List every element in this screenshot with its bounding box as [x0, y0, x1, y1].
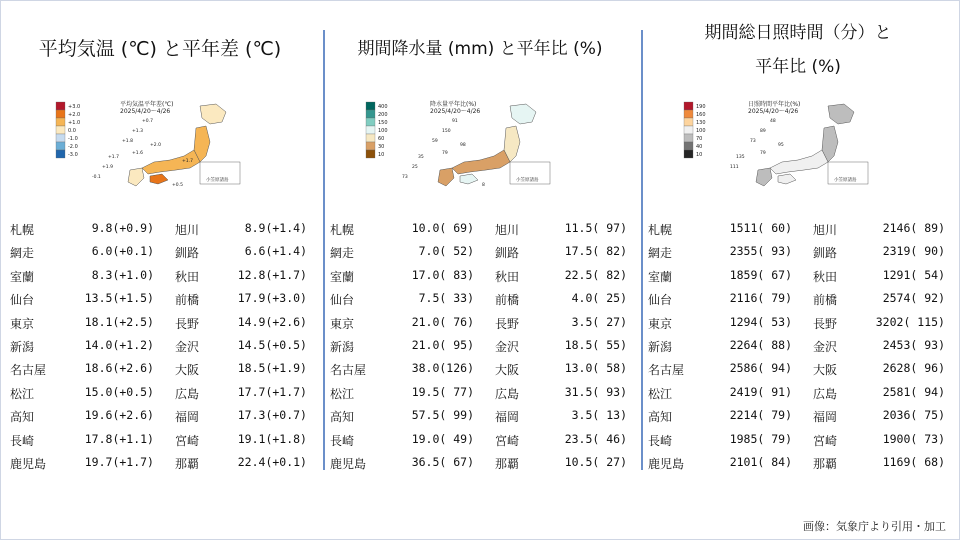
city-name: 新潟 — [10, 339, 35, 354]
city-value: 19.5( 77) — [411, 384, 474, 399]
table-row — [330, 382, 630, 405]
city-name: 前橋 — [175, 293, 200, 308]
legend-label: 10 — [696, 152, 703, 158]
city-name: 松江 — [10, 386, 35, 401]
legend-swatch — [684, 118, 693, 126]
city-value: 57.5( 99) — [411, 408, 474, 423]
legend-label: 150 — [378, 120, 388, 126]
city-value: 11.5( 97) — [564, 221, 627, 235]
city-value: 23.5( 46) — [564, 431, 627, 446]
city-value: 14.0(+1.2) — [84, 337, 154, 352]
table-row — [330, 405, 630, 428]
station-label: 91 — [452, 119, 458, 124]
sunshine-title — [648, 16, 948, 84]
city-value: 2214( 79) — [729, 408, 792, 423]
table-row — [10, 241, 310, 264]
map-region — [200, 104, 226, 124]
legend-swatch — [684, 126, 693, 134]
city-value: 21.0( 95) — [411, 337, 474, 352]
city-name: 旭川 — [175, 223, 200, 237]
map-region — [438, 168, 454, 186]
city-name: 新潟 — [648, 339, 673, 354]
city-value: 19.1(+1.8) — [237, 431, 307, 446]
city-name: 鹿児島 — [10, 456, 47, 471]
table-row — [648, 452, 948, 475]
precipitation-title: 期間降水量 (mm) と平年比 (%) — [357, 39, 603, 59]
table-row — [10, 265, 310, 288]
city-value: 17.3(+0.7) — [237, 408, 307, 423]
legend-label: +3.0 — [68, 104, 81, 110]
map-period: 2025/4/20〜4/26 — [120, 108, 171, 115]
station-label: +1.8 — [122, 139, 133, 144]
map-region — [756, 168, 772, 186]
city-value: 6.6(+1.4) — [244, 244, 307, 259]
city-name: 札幌 — [648, 223, 673, 237]
city-name: 宮崎 — [175, 433, 200, 448]
legend-swatch — [366, 126, 375, 134]
city-name: 大阪 — [813, 363, 838, 378]
city-value: 1294( 53) — [729, 314, 792, 329]
station-label: +0.5 — [172, 183, 183, 188]
city-value: 1900( 73) — [882, 431, 945, 446]
map-caption: 降水量平年比(%) — [430, 101, 477, 108]
city-value: 18.5( 55) — [564, 337, 627, 352]
map-region — [778, 174, 796, 184]
city-name: 新潟 — [330, 339, 355, 354]
legend-label: -2.0 — [68, 144, 78, 150]
city-name: 網走 — [10, 246, 35, 261]
map-region — [150, 174, 168, 184]
station-label: 111 — [730, 165, 739, 170]
city-value: 13.5(+1.5) — [84, 291, 154, 306]
city-name: 大阪 — [495, 363, 520, 378]
city-name: 鹿児島 — [330, 456, 367, 471]
legend-swatch — [366, 118, 375, 126]
table-row — [330, 312, 630, 335]
station-label: 25 — [412, 165, 418, 170]
city-value: 2116( 79) — [729, 291, 792, 306]
station-label: 79 — [442, 151, 448, 156]
temperature-table — [10, 218, 310, 475]
table-row — [648, 241, 948, 264]
city-value: 21.0( 76) — [411, 314, 474, 329]
table-row — [10, 452, 310, 475]
legend-swatch — [366, 110, 375, 118]
city-name: 仙台 — [648, 293, 673, 308]
city-value: 2101( 84) — [729, 454, 792, 469]
table-row — [10, 382, 310, 405]
city-name: 室蘭 — [330, 269, 355, 284]
city-name: 松江 — [330, 386, 355, 401]
station-label: 98 — [460, 143, 466, 148]
city-value: 2574( 92) — [882, 291, 945, 306]
city-name: 長崎 — [10, 433, 35, 448]
city-name: 前橋 — [813, 293, 838, 308]
legend-swatch — [56, 126, 65, 134]
city-name: 高知 — [330, 410, 355, 425]
column-divider — [323, 30, 325, 470]
city-value: 3.5( 27) — [571, 314, 627, 329]
legend-swatch — [56, 110, 65, 118]
city-name: 長野 — [495, 316, 520, 331]
temperature-title: 平均気温 (℃) と平年差 (℃) — [38, 38, 282, 60]
legend-label: -3.0 — [68, 152, 78, 158]
legend-label: 100 — [696, 128, 706, 134]
table-row — [10, 405, 310, 428]
city-name: 長崎 — [648, 433, 673, 448]
city-value: 31.5( 93) — [564, 384, 627, 399]
station-label: 35 — [418, 155, 424, 160]
city-name: 東京 — [648, 316, 673, 331]
legend-label: +1.0 — [68, 120, 81, 126]
table-row — [330, 241, 630, 264]
legend-swatch — [56, 134, 65, 142]
legend-swatch — [366, 142, 375, 150]
city-name: 旭川 — [813, 223, 838, 237]
map-graphic — [678, 98, 878, 190]
table-row — [648, 288, 948, 311]
legend-label: 60 — [378, 136, 385, 142]
city-name: 金沢 — [175, 339, 200, 354]
legend-swatch — [56, 150, 65, 158]
inset-label: 小笠原諸島 — [834, 178, 857, 183]
city-name: 長野 — [175, 316, 200, 331]
city-name: 釧路 — [175, 246, 200, 261]
legend-swatch — [684, 142, 693, 150]
city-name: 網走 — [648, 246, 673, 261]
city-name: 秋田 — [495, 269, 520, 284]
precipitation-section — [330, 0, 630, 540]
city-value: 19.0( 49) — [411, 431, 474, 446]
table-row — [648, 382, 948, 405]
city-name: 高知 — [648, 410, 673, 425]
map-region — [452, 150, 510, 174]
map-region — [460, 174, 478, 184]
city-name: 秋田 — [813, 269, 838, 284]
map-caption: 日照時間平年比(%) — [748, 101, 801, 108]
city-name: 那覇 — [495, 456, 520, 471]
table-row — [648, 265, 948, 288]
sunshine-table — [648, 218, 948, 475]
city-name: 名古屋 — [10, 363, 47, 378]
precipitation-table — [330, 218, 630, 475]
map-region — [770, 150, 828, 174]
city-name: 旭川 — [495, 223, 520, 237]
sunshine-title-line1: 期間総日照時間（分）と — [704, 23, 892, 43]
city-value: 2628( 96) — [882, 361, 945, 376]
city-name: 広島 — [813, 386, 838, 401]
image-credit: 画像：気象庁より引用・加工 — [803, 520, 946, 533]
city-value: 22.5( 82) — [564, 267, 627, 282]
map-graphic — [360, 98, 560, 190]
city-value: 7.0( 52) — [418, 244, 474, 259]
legend-label: 190 — [696, 104, 706, 110]
city-value: 19.7(+1.7) — [84, 454, 154, 469]
table-row — [330, 452, 630, 475]
city-value: 2319( 90) — [882, 244, 945, 259]
table-row — [648, 335, 948, 358]
city-name: 仙台 — [330, 293, 355, 308]
city-name: 網走 — [330, 246, 355, 261]
city-value: 7.5( 33) — [418, 291, 474, 306]
city-value: 10.0( 69) — [411, 221, 474, 235]
city-name: 高知 — [10, 410, 35, 425]
legend-swatch — [366, 150, 375, 158]
city-value: 3202( 115) — [875, 314, 945, 329]
map-caption: 平均気温平年差(℃) — [120, 101, 174, 108]
city-name: 札幌 — [10, 223, 35, 237]
table-row — [10, 335, 310, 358]
station-label: 135 — [736, 155, 745, 160]
city-name: 長野 — [813, 316, 838, 331]
station-label: +0.7 — [142, 119, 153, 124]
table-row — [330, 358, 630, 381]
legend-swatch — [366, 102, 375, 110]
table-row — [10, 358, 310, 381]
city-name: 札幌 — [330, 223, 355, 237]
city-name: 松江 — [648, 386, 673, 401]
station-label: 73 — [402, 175, 408, 180]
city-name: 名古屋 — [330, 363, 367, 378]
city-value: 2586( 94) — [729, 361, 792, 376]
city-value: 15.0(+0.5) — [84, 384, 154, 399]
map-region — [828, 104, 854, 124]
city-value: 18.5(+1.9) — [237, 361, 307, 376]
city-value: 17.7(+1.7) — [237, 384, 307, 399]
legend-label: 100 — [378, 128, 388, 134]
station-label: 48 — [770, 119, 776, 124]
city-name: 金沢 — [495, 339, 520, 354]
sunshine-title-line2: 平年比 (%) — [755, 57, 841, 77]
sunshine-section — [648, 0, 948, 540]
city-value: 6.0(+0.1) — [91, 244, 154, 259]
station-label: 150 — [442, 129, 451, 134]
city-name: 前橋 — [495, 293, 520, 308]
city-value: 17.5( 82) — [564, 244, 627, 259]
station-label: +1.6 — [132, 151, 143, 156]
city-name: 秋田 — [175, 269, 200, 284]
city-value: 2355( 93) — [729, 244, 792, 259]
legend-label: 130 — [696, 120, 706, 126]
table-row — [10, 429, 310, 452]
precipitation-ratio-map — [360, 98, 560, 190]
legend-label: 400 — [378, 104, 388, 110]
inset-label: 小笠原諸島 — [206, 178, 229, 183]
station-label: +1.9 — [102, 165, 113, 170]
station-label: 95 — [778, 143, 784, 148]
table-row — [648, 358, 948, 381]
city-value: 12.8(+1.7) — [237, 267, 307, 282]
legend-swatch — [684, 150, 693, 158]
city-name: 東京 — [10, 316, 35, 331]
city-value: 22.4(+0.1) — [237, 454, 307, 469]
city-name: 大阪 — [175, 363, 200, 378]
table-row — [10, 218, 310, 241]
city-value: 17.9(+3.0) — [237, 291, 307, 306]
station-label: -0.1 — [92, 175, 101, 180]
city-name: 長崎 — [330, 433, 355, 448]
station-label: 89 — [760, 129, 766, 134]
city-value: 1511( 60) — [729, 221, 792, 235]
city-value: 3.5( 13) — [571, 408, 627, 423]
city-value: 2146( 89) — [882, 221, 945, 235]
table-row — [330, 265, 630, 288]
legend-label: 10 — [378, 152, 385, 158]
station-label: +1.7 — [108, 155, 119, 160]
city-name: 福岡 — [495, 410, 520, 425]
table-row — [330, 288, 630, 311]
legend-swatch — [56, 118, 65, 126]
legend-swatch — [684, 110, 693, 118]
city-name: 名古屋 — [648, 363, 685, 378]
city-value: 1291( 54) — [882, 267, 945, 282]
city-name: 福岡 — [175, 410, 200, 425]
inset-label: 小笠原諸島 — [516, 178, 539, 183]
map-period: 2025/4/20〜4/26 — [748, 108, 799, 115]
station-label: 79 — [760, 151, 766, 156]
legend-swatch — [684, 134, 693, 142]
temperature-section — [10, 0, 310, 540]
table-row — [648, 405, 948, 428]
legend-swatch — [56, 102, 65, 110]
city-value: 18.1(+2.5) — [84, 314, 154, 329]
city-name: 広島 — [495, 386, 520, 401]
city-name: 室蘭 — [10, 269, 35, 284]
legend-label: 40 — [696, 144, 703, 150]
city-name: 釧路 — [813, 246, 838, 261]
city-name: 那覇 — [175, 456, 200, 471]
legend-label: 70 — [696, 136, 703, 142]
station-label: +1.3 — [132, 129, 143, 134]
legend-label: 200 — [378, 112, 388, 118]
legend-label: -1.0 — [68, 136, 78, 142]
legend-label: +2.0 — [68, 112, 81, 118]
city-name: 仙台 — [10, 293, 35, 308]
city-value: 2036( 75) — [882, 408, 945, 423]
station-label: +1.7 — [182, 159, 193, 164]
station-label: 59 — [432, 139, 438, 144]
column-divider — [641, 30, 643, 470]
table-row — [330, 218, 630, 241]
map-period: 2025/4/20〜4/26 — [430, 108, 481, 115]
city-value: 19.6(+2.6) — [84, 408, 154, 423]
legend-swatch — [56, 142, 65, 150]
city-value: 13.0( 58) — [564, 361, 627, 376]
city-value: 1169( 68) — [882, 454, 945, 469]
city-name: 宮崎 — [813, 433, 838, 448]
city-value: 38.0(126) — [411, 361, 474, 376]
table-row — [10, 288, 310, 311]
city-value: 2264( 88) — [729, 337, 792, 352]
city-name: 東京 — [330, 316, 355, 331]
city-value: 2453( 93) — [882, 337, 945, 352]
station-label: 73 — [750, 139, 756, 144]
city-name: 金沢 — [813, 339, 838, 354]
legend-label: 0.0 — [68, 128, 76, 134]
table-row — [648, 429, 948, 452]
city-name: 広島 — [175, 386, 200, 401]
temperature-anomaly-map — [50, 98, 250, 190]
city-name: 鹿児島 — [648, 456, 685, 471]
city-value: 17.8(+1.1) — [84, 431, 154, 446]
table-row — [10, 312, 310, 335]
legend-label: 30 — [378, 144, 385, 150]
sunshine-ratio-map — [678, 98, 878, 190]
city-value: 2419( 91) — [729, 384, 792, 399]
city-value: 17.0( 83) — [411, 267, 474, 282]
city-value: 1859( 67) — [729, 267, 792, 282]
city-value: 14.5(+0.5) — [237, 337, 307, 352]
map-region — [510, 104, 536, 124]
city-value: 10.5( 27) — [564, 454, 627, 469]
table-row — [648, 218, 948, 241]
city-value: 14.9(+2.6) — [237, 314, 307, 329]
station-label: +2.0 — [150, 143, 161, 148]
city-value: 8.3(+1.0) — [91, 267, 154, 282]
table-row — [648, 312, 948, 335]
map-region — [128, 168, 144, 186]
city-value: 4.0( 25) — [571, 291, 627, 306]
map-graphic — [50, 98, 250, 190]
city-name: 那覇 — [813, 456, 838, 471]
city-name: 福岡 — [813, 410, 838, 425]
city-value: 1985( 79) — [729, 431, 792, 446]
legend-swatch — [684, 102, 693, 110]
city-value: 2581( 94) — [882, 384, 945, 399]
station-label: 8 — [482, 183, 485, 188]
city-value: 18.6(+2.6) — [84, 361, 154, 376]
table-row — [330, 429, 630, 452]
table-row — [330, 335, 630, 358]
city-name: 宮崎 — [495, 433, 520, 448]
legend-swatch — [366, 134, 375, 142]
city-name: 室蘭 — [648, 269, 673, 284]
legend-label: 160 — [696, 112, 706, 118]
city-name: 釧路 — [495, 246, 520, 261]
city-value: 8.9(+1.4) — [244, 221, 307, 235]
city-value: 36.5( 67) — [411, 454, 474, 469]
city-value: 9.8(+0.9) — [91, 221, 154, 235]
